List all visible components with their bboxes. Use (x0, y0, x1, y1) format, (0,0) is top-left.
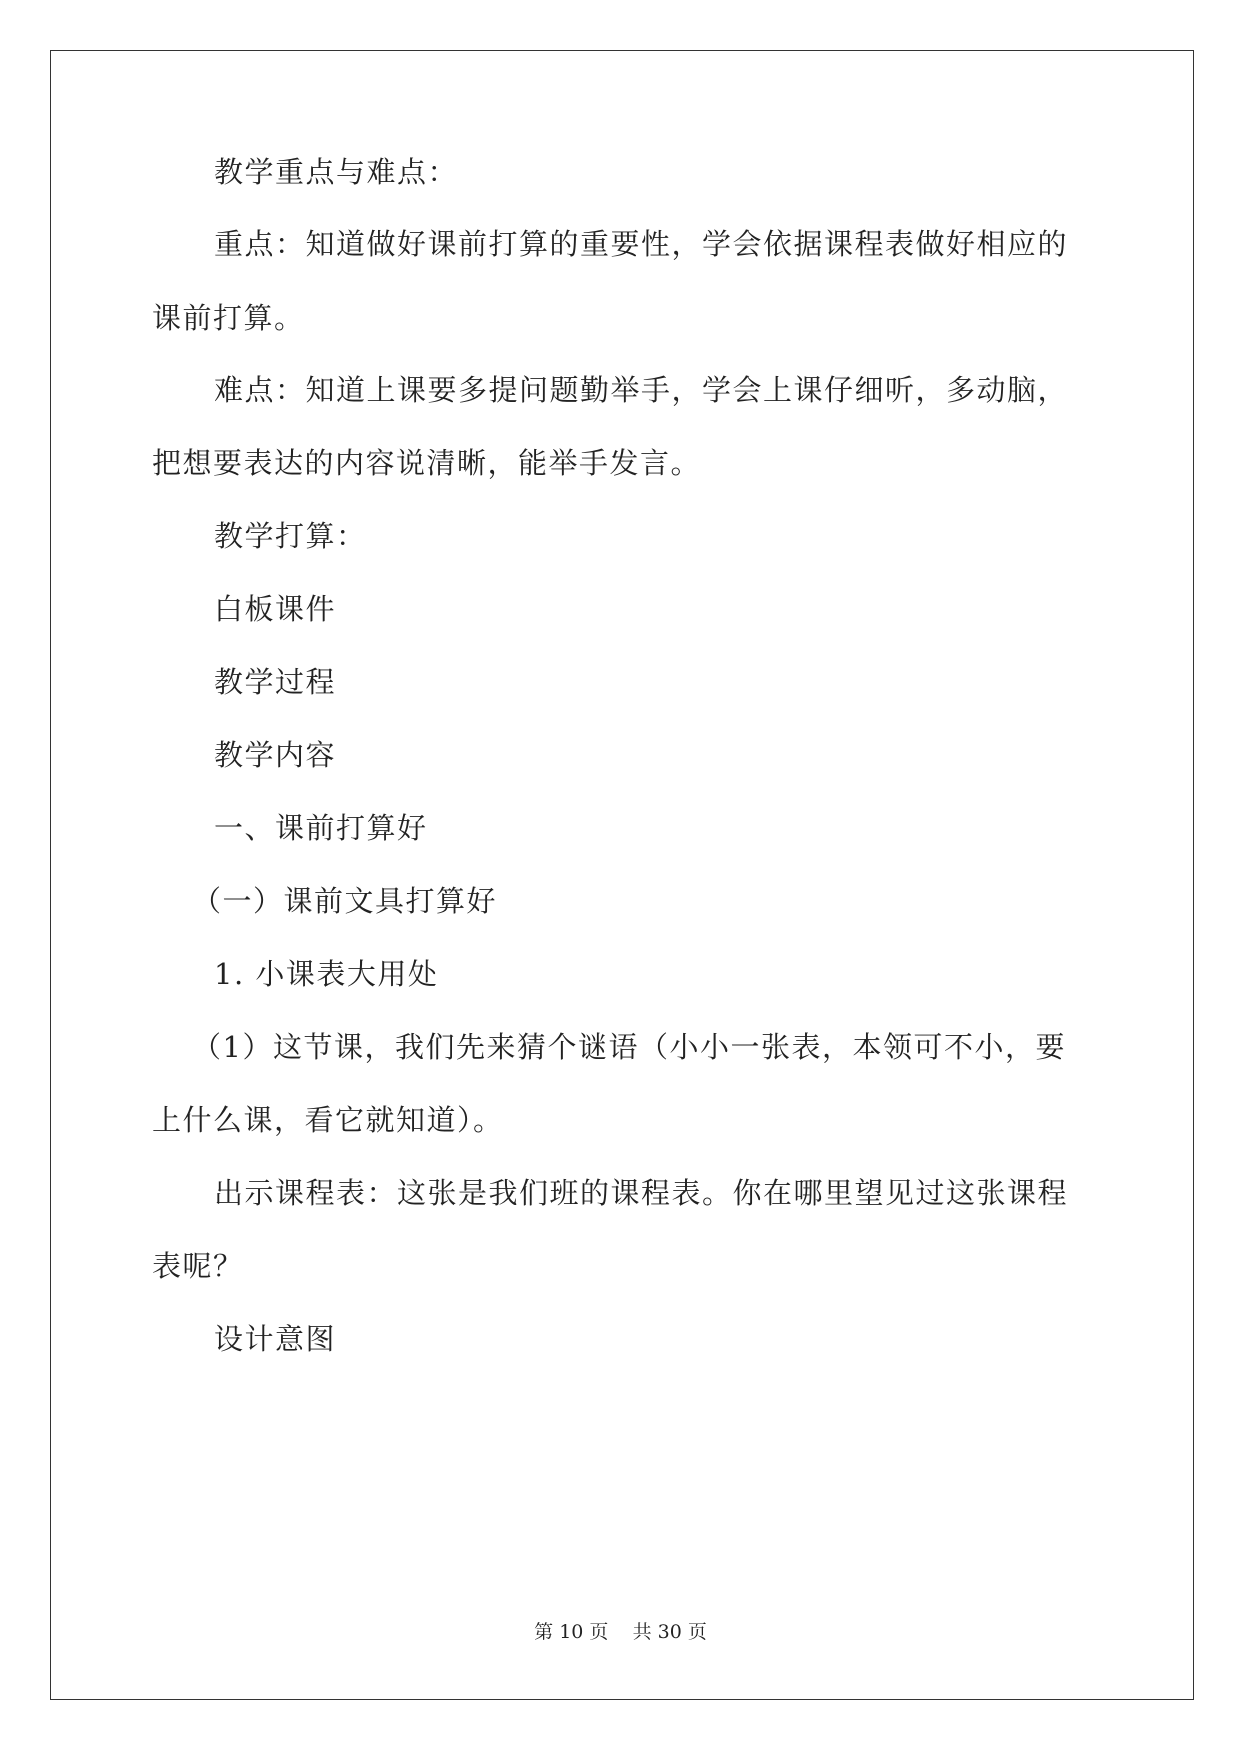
item-heading-1: 1. 小课表大用处 (214, 957, 439, 991)
page-footer (0, 1620, 1241, 1644)
paragraph-show-schedule-continued: 表呢？ (152, 1249, 244, 1283)
paragraph-riddle: （1）这节课，我们先来猜个谜语（小小一张表，本领可不小，要 (192, 1030, 1066, 1064)
heading-teaching-content: 教学内容 (214, 738, 337, 772)
heading-key-points: 教学重点与难点： (214, 155, 459, 189)
heading-teaching-preparation: 教学打算： (214, 519, 367, 553)
subsection-heading-1: （一）课前文具打算好 (192, 884, 498, 918)
paragraph-riddle-continued: 上什么课，看它就知道）。 (152, 1103, 504, 1137)
paragraph-difficulty-continued: 把想要表达的内容说清晰，能举手发言。 (152, 446, 702, 480)
section-heading-1: 一、课前打算好 (214, 811, 428, 845)
page-number: 第 10 页 共 30 页 (534, 1621, 707, 1643)
paragraph-key-point: 重点：知道做好课前打算的重要性，学会依据课程表做好相应的 (214, 227, 1069, 261)
heading-design-intent: 设计意图 (214, 1322, 337, 1356)
paragraph-key-point-continued: 课前打算。 (152, 301, 305, 335)
heading-teaching-process: 教学过程 (214, 665, 337, 699)
paragraph-show-schedule: 出示课程表：这张是我们班的课程表。你在哪里望见过这张课程 (214, 1176, 1069, 1210)
paragraph-whiteboard: 白板课件 (214, 592, 337, 626)
paragraph-difficulty: 难点：知道上课要多提问题勤举手，学会上课仔细听，多动脑， (214, 373, 1069, 407)
